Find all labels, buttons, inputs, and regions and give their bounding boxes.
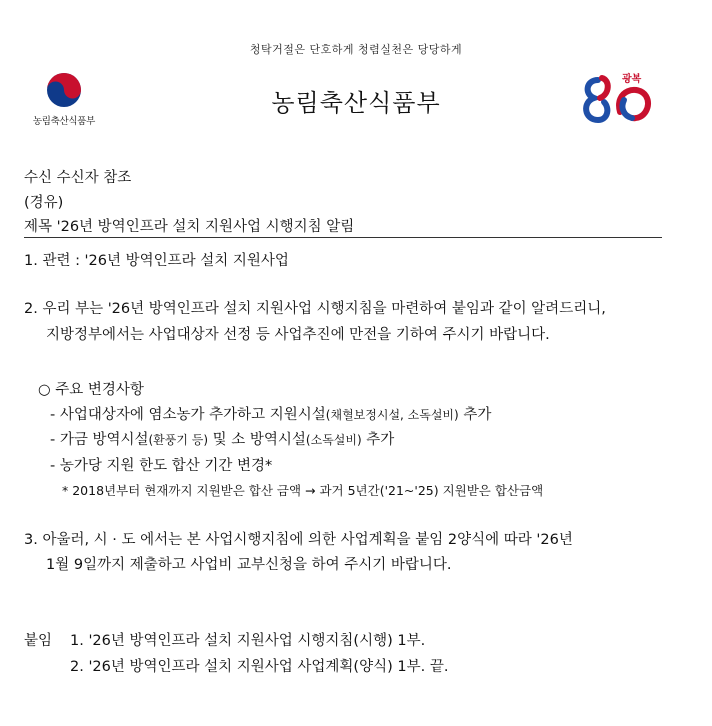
change-item-3: - 농가당 지원 한도 합산 기간 변경* [50, 458, 273, 474]
body-item-1: 1. 관련 : '26년 방역인프라 설치 지원사업 [24, 253, 289, 269]
change-item-1 [50, 403, 491, 424]
body-item-2-line-2: 지방정부에서는 사업대상자 선정 등 사업추진에 만전을 기하여 주시기 바랍니다. [46, 327, 550, 343]
subject-line: 제목 '26년 방역인프라 설치 지원사업 시행지침 알림 [24, 219, 355, 235]
changes-title: ○ 주요 변경사항 [38, 382, 144, 398]
change-item-2 [50, 428, 394, 449]
body-item-3-line-2: 1월 9일까지 제출하고 사업비 교부신청을 하여 주시기 바랍니다. [46, 557, 452, 573]
body-item-3-line-1: 3. 아울러, 시 · 도 에서는 본 사업시행지침에 의한 사업계획을 붙임 2양식에 따라 '26년 [24, 532, 573, 548]
body-item-2-line-1: 2. 우리 부는 '26년 방역인프라 설치 지원사업 시행지침을 마련하여 붙임과 같이 알려드리니, [24, 301, 606, 317]
ministry-logo-text: 농림축산식품부 [32, 116, 96, 127]
liberation-badge-label: 광복 [622, 74, 642, 85]
change-item-2-main: - 가금 방역시설 [50, 432, 149, 448]
slogan: 청탁거절은 단호하게 청렴실천은 당당하게 [249, 43, 463, 56]
change-item-2-detail-1: (환풍기 등) [148, 433, 209, 447]
change-item-1-end: 추가 [458, 407, 492, 423]
liberation-80-badge [580, 68, 664, 128]
change-item-1-detail: (채혈보정시설, 소독설비) [325, 408, 459, 422]
ministry-title: 농림축산식품부 [271, 89, 441, 117]
change-item-2-detail-2: (소독설비) [305, 433, 362, 447]
via-line: (경유) [24, 195, 64, 211]
recipient-line: 수신 수신자 참조 [24, 170, 132, 186]
subject-divider [24, 237, 662, 238]
change-item-1-main: - 사업대상자에 염소농가 추가하고 지원시설 [50, 407, 326, 423]
change-item-2-end: 추가 [361, 432, 395, 448]
attachment-item-1: 1. '26년 방역인프라 설치 지원사업 시행지침(시행) 1부. [70, 633, 426, 649]
change-item-3-note: * 2018년부터 현재까지 지원받은 합산 금액 → 과거 5년간('21~'25) 지원받은 합산금액 [62, 483, 544, 498]
attachment-item-2: 2. '26년 방역인프라 설치 지원사업 사업계획(양식) 1부. 끝. [70, 659, 449, 675]
change-item-2-mid: 및 소 방역시설 [208, 432, 306, 448]
attachments-label: 붙임 [24, 633, 53, 649]
